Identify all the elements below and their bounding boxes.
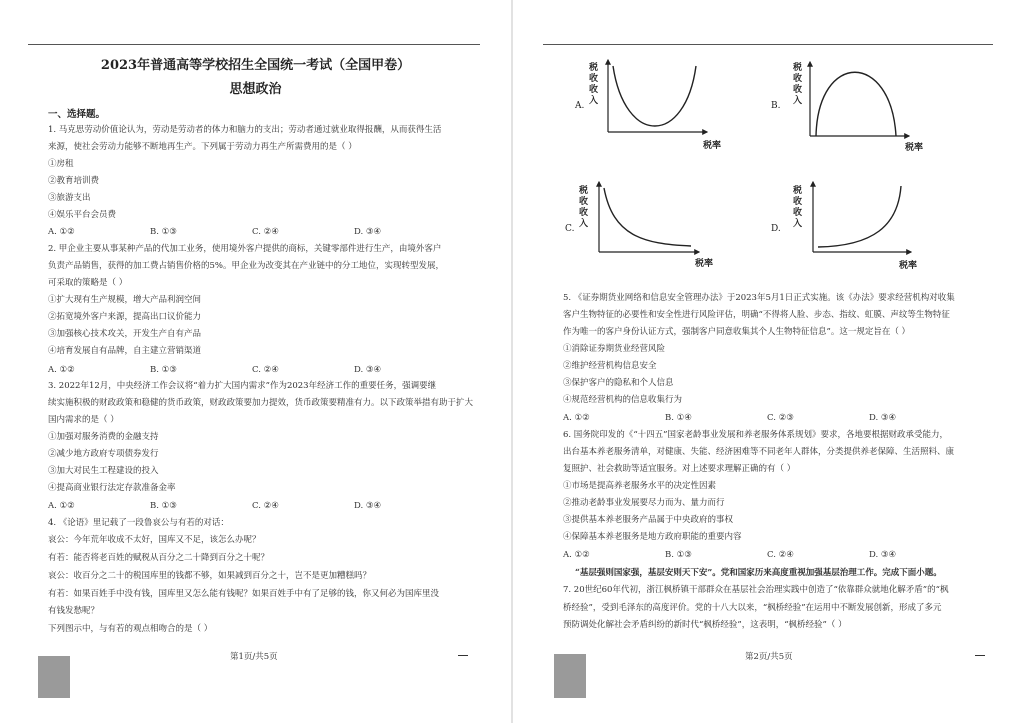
curve [816,72,896,136]
svg-text:收: 收 [589,85,599,95]
text-line: 6. 国务院印发的《“十四五”国家老龄事业发展和养老服务体系规划》要求，各地要根据财政承受能力， [563,430,949,440]
svg-text:入: 入 [793,96,803,106]
text-line: 续实施积极的财政政策和稳健的货币政策，财政政策要加力提效，货币政策要精准有力。以下政策举措有助于扩大 [48,398,474,408]
footer-dash [975,655,985,656]
option: B. ①③ [150,365,177,375]
y-axis-label: 税 [793,186,803,196]
x-axis-label: 税率 [905,143,924,153]
option: A. ①② [48,227,75,237]
text-line: ②拓宽境外客户来源，提高出口议价能力 [48,312,202,322]
text-line: ④保障基本养老服务是地方政府职能的重要内容 [563,532,742,542]
text-line: ④娱乐平台会员费 [48,210,117,220]
option: D. ③④ [869,550,897,560]
text-line: 4. 《论语》里记载了一段鲁哀公与有若的对话： [48,518,229,528]
text-line: 3. 2022年12月，中央经济工作会议将“着力扩大国内需求”作为2023年经济工作的重要任务，强调要继 [48,381,437,391]
text-line: ③提供基本养老服务产品属于中央政府的事权 [563,515,734,525]
text-line: 哀公：今年荒年收成不太好，国库又不足，该怎么办呢？ [48,535,261,545]
text-line: 作为唯一的客户身份认证方式，强制客户同意收集其个人生物特征信息”。这一规定旨在（ ） [563,327,911,337]
text-line: ③旅游支出 [48,193,91,203]
curve [604,188,691,246]
option: D. ③④ [354,365,382,375]
text-line: ③加强核心技术攻关，开发生产自有产品 [48,329,202,339]
text-line: ②推动老龄事业发展要尽力而为、量力而行 [563,498,725,508]
svg-text:收: 收 [589,74,599,84]
x-axis-label: 税率 [703,141,722,151]
text-line: ①扩大现有生产规模，增大产品利润空间 [48,295,202,305]
y-axis-label: 税 [579,186,589,196]
option-label: B. [771,101,781,111]
option: A. ①② [48,501,75,511]
text-line: 2. 甲企业主要从事某种产品的代加工业务，使用境外客户提供的商标，关键零部件进行生产，由境外客户 [48,244,442,254]
svg-text:收: 收 [793,85,803,95]
graph-a [574,60,721,151]
page-footer: 第2页/共5页 [745,652,793,662]
footer-dash [458,655,468,656]
x-axis-label: 税率 [695,259,714,269]
graph-c [565,182,713,269]
subject-title: 思想政治 [229,82,282,97]
option: B. ①④ [665,413,692,423]
page-thumbnail-mark [554,654,586,698]
option-label: C. [565,224,575,234]
text-line: ①房租 [48,159,74,169]
text-line: 下列图示中，与有若的观点相吻合的是（ ） [48,624,213,634]
option: D. ③④ [354,501,382,511]
text-line: 7. 20世纪60年代初，浙江枫桥镇干部群众在基层社会治理实践中创造了“依靠群众就地化解矛盾”的“枫 [563,585,949,595]
text-line: ③加大对民生工程建设的投入 [48,466,159,476]
top-rule [543,44,993,45]
option: A. ①② [48,365,75,375]
option: C. ②④ [252,227,279,237]
text-line: ②维护经营机构信息安全 [563,361,657,371]
curve [818,186,901,247]
svg-text:收: 收 [793,74,803,84]
text-line: 国内需求的是（ ） [48,415,119,425]
svg-text:收: 收 [579,197,589,207]
y-axis-label: 税 [589,63,599,73]
option-label: A. [575,101,585,111]
text-line: 复照护、社会救助等适宜服务。对上述要求理解正确的有（ ） [563,464,796,474]
text-line: ①加强对服务消费的金融支持 [48,432,159,442]
text-line: ②教育培训费 [48,176,100,186]
text-line: ①市场是提高养老服务水平的决定性因素 [563,481,717,491]
option-label: D. [771,224,781,234]
text-line: 有若：能否将老百姓的赋税从百分之二十降到百分之十呢？ [48,553,270,563]
text-line: 1. 马克思劳动价值论认为，劳动是劳动者的体力和脑力的支出；劳动者通过就业取得报酬，从而获得生活 [48,125,442,135]
option: C. ②③ [767,413,794,423]
text-line: 负责产品销售，获得的加工费占销售价格的5%。甲企业为改变其在产业链中的分工地位，实现转型发展， [48,261,444,271]
page-footer: 第1页/共5页 [230,652,278,662]
graph-d [771,182,917,271]
exam-title: 2023年普通高等学校招生全国统一考试（全国甲卷） [100,58,411,73]
text-line: “基层强则国家强，基层安则天下安”。党和国家历来高度重视加强基层治理工作。完成下面小题。 [575,568,942,578]
page-2 [513,0,1024,723]
option: C. ②④ [252,365,279,375]
curve [613,66,696,126]
text-line: ④规范经营机构的信息收集行为 [563,395,683,405]
text-line: 5. 《证券期货业网络和信息安全管理办法》于2023年5月1日正式实施。该《办法》要求经营机构对收集 [563,293,955,303]
option: B. ①③ [150,227,177,237]
text-line: 桥经验”，受到毛泽东的高度评价。党的十八大以来，“枫桥经验”在运用中不断发展创新，形成了多元 [563,603,942,613]
svg-text:收: 收 [793,197,803,207]
option: B. ①③ [665,550,692,560]
text-line: 有若：如果百姓手中没有钱，国库里又怎么能有钱呢？如果百姓手中有了足够的钱，你又何必为国库里没 [48,589,440,599]
y-axis-label: 税 [793,63,803,73]
text-line: ③保护客户的隐私和个人信息 [563,378,674,388]
option: A. ①② [563,550,590,560]
option: D. ③④ [354,227,382,237]
text-line: ④培育发展自有品牌，自主建立营销渠道 [48,346,202,356]
svg-text:收: 收 [793,208,803,218]
option: D. ③④ [869,413,897,423]
text-line: ④提高商业银行法定存款准备金率 [48,483,176,493]
x-axis-label: 税率 [899,261,918,271]
text-line: 预防调处化解社会矛盾纠纷的新时代“枫桥经验”，这表明，“枫桥经验”（ ） [563,620,847,630]
option: A. ①② [563,413,590,423]
svg-text:收: 收 [579,208,589,218]
page-1 [0,0,511,723]
text-line: 客户生物特征的必要性和安全性进行风险评估，明确“不得将人脸、步态、指纹、虹膜、声纹等生物特征 [563,310,950,320]
graph-b [771,61,923,153]
text-line: ①消除证券期货业经营风险 [563,344,666,354]
svg-text:入: 入 [579,219,589,229]
text-line: 有钱发愁呢？ [48,606,100,616]
text-line: 哀公：收百分之二十的税国库里的钱都不够，如果减到百分之十，岂不是更加糟糕吗？ [48,571,372,581]
text-line: 可采取的策略是（ ） [48,278,128,288]
text-line: 出台基本养老服务清单，对健康、失能、经济困难等不同老年人群体，分类提供养老保障、生活照料、康 [563,447,955,457]
section-heading: 一、选择题。 [48,109,106,120]
option: C. ②④ [767,550,794,560]
top-rule [28,44,480,45]
svg-text:入: 入 [793,219,803,229]
page-thumbnail-mark [38,656,70,698]
text-line: ②减少地方政府专项债券发行 [48,449,159,459]
svg-text:入: 入 [589,96,599,106]
option: C. ②④ [252,501,279,511]
text-line: 来源，使社会劳动力能够不断地再生产。下列属于劳动力再生产所需费用的是（ ） [48,142,357,152]
option: B. ①③ [150,501,177,511]
